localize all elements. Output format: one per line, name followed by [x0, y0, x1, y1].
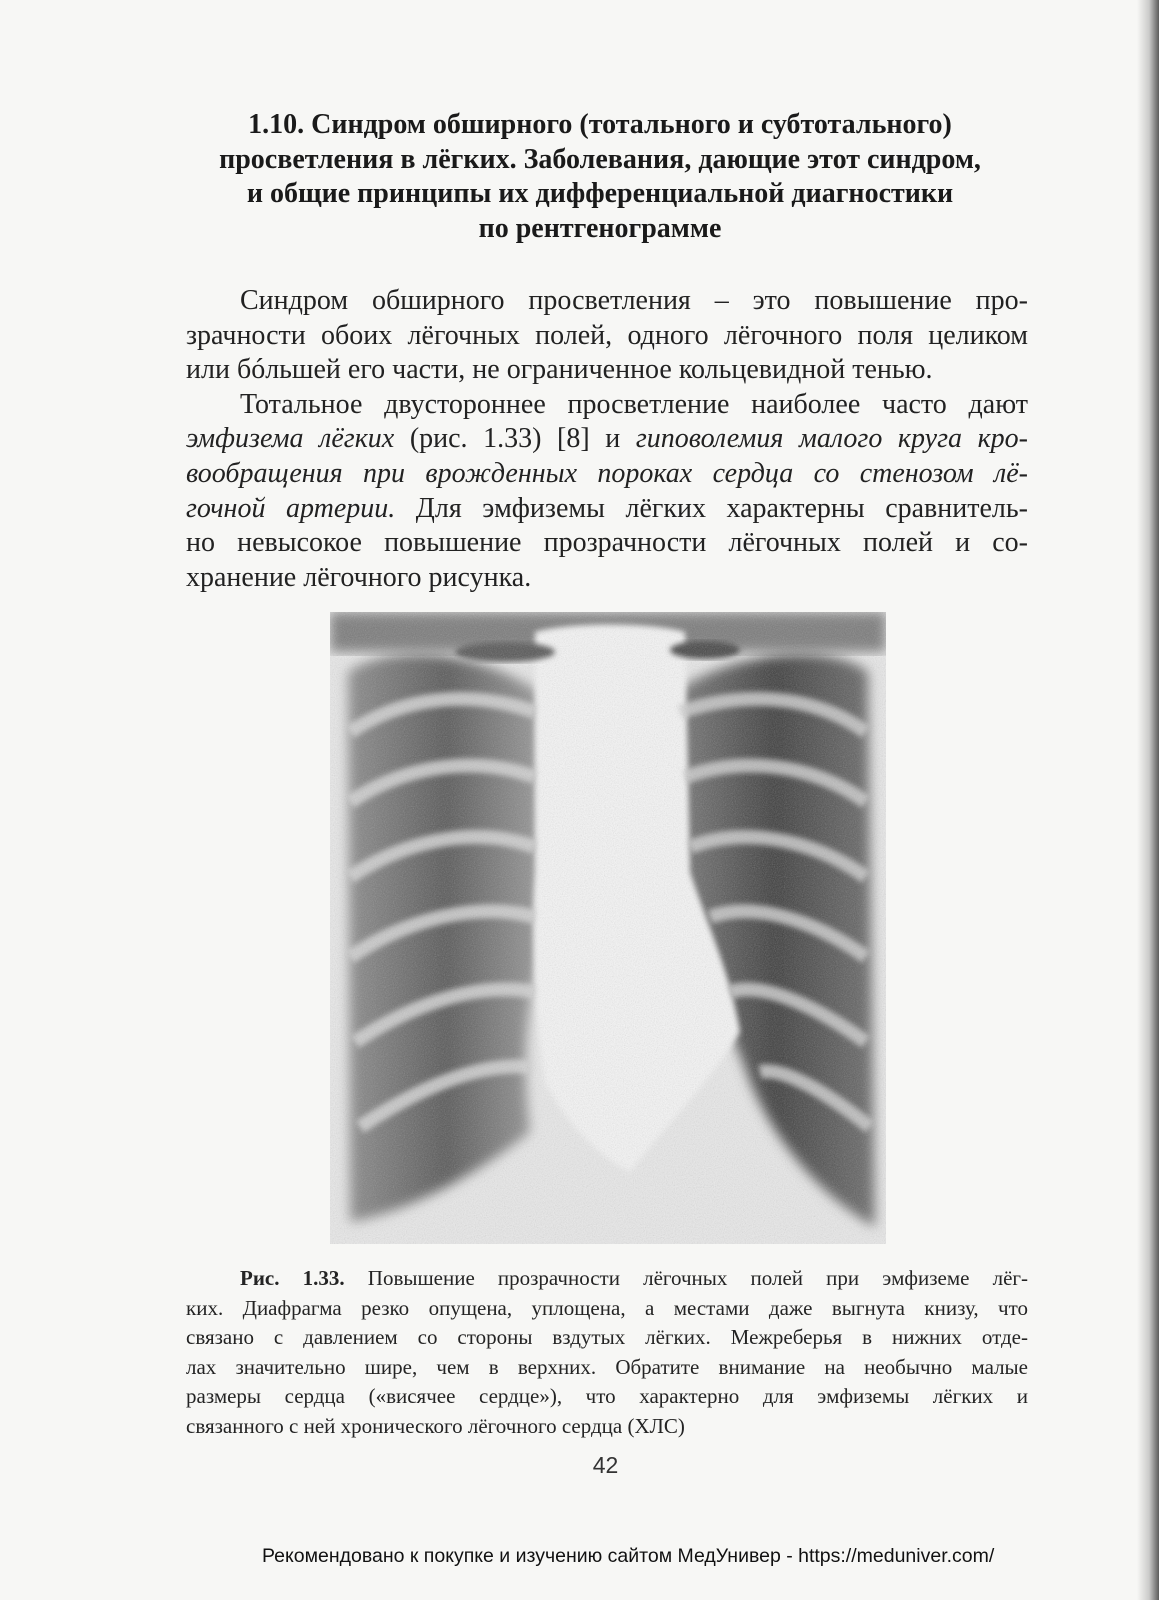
scan-edge-shadow: [1137, 0, 1159, 1600]
paragraph-1-line: Синдром обширного просветления – это повышение про-: [240, 285, 1028, 316]
heading-line: 1.10. Синдром обширного (тотального и субтотального): [248, 109, 952, 140]
page-number: 42: [592, 1452, 619, 1478]
chest-xray-drawing: [330, 612, 886, 1244]
figure-caption: [186, 1264, 1028, 1441]
chest-xray-image: [330, 612, 886, 1244]
caption-line: связано с давлением со стороны вздутых лёгких. Межреберья в нижних отде-: [186, 1325, 1028, 1349]
caption-line: [186, 1264, 1028, 1294]
paragraph-2-line: хранение лёгочного рисунка.: [186, 561, 532, 593]
caption-line: связанного с ней хронического лёгочного сердца (ХЛС): [186, 1413, 685, 1438]
paragraph-2-line: [186, 422, 1028, 457]
section-heading: [170, 108, 1030, 246]
caption-line: размеры сердца («висячее сердце»), что характерно для эмфиземы лёгких и: [186, 1384, 1028, 1408]
text-run: Для эмфиземы лёгких характерны сравнитель-: [395, 492, 1028, 524]
text-run: (рис. 1.33) [8] и: [394, 423, 636, 455]
italic-term: эмфизема лёгких: [186, 423, 395, 455]
text-run: Повышение прозрачности лёгочных полей при эмфиземе лёг-: [344, 1266, 1028, 1290]
caption-line: ких. Диафрагма резко опущена, уплощена, а местами даже выгнута книзу, что: [186, 1295, 1028, 1320]
paragraph-2-line: Тотальное двустороннее просветление наиболее часто дают: [240, 388, 1028, 420]
paragraph-2-line: [186, 457, 1028, 492]
body-text: [186, 284, 1028, 595]
heading-line: просветления в лёгких. Заболевания, дающие этот синдром,: [219, 143, 981, 175]
heading-line: по рентгенограмме: [478, 212, 722, 244]
caption-line: лах значительно шире, чем в верхних. Обратите внимание на необычно малые: [186, 1354, 1028, 1379]
heading-line: и общие принципы их дифференциальной диагностики: [246, 178, 954, 209]
italic-term: вообращения при врожденных пороках сердца со стенозом лё-: [186, 457, 1028, 489]
paragraph-2-line: [186, 492, 1028, 527]
caption-label: Рис. 1.33.: [240, 1266, 345, 1290]
italic-term: гочной артерии.: [186, 492, 396, 524]
footer-recommendation: Рекомендовано к покупке и изучению сайтом МедУнивер - https://meduniver.com/: [262, 1545, 995, 1567]
paragraph-2-line: но невысокое повышение прозрачности лёгочных полей и со-: [186, 527, 1028, 559]
italic-term: гиповолемия малого круга кро-: [635, 423, 1028, 455]
paragraph-1-line: или бóльшей его части, не ограниченное кольцевидной тенью.: [186, 354, 933, 386]
paragraph-1-line: зрачности обоих лёгочных полей, одного лёгочного поля целиком: [186, 319, 1028, 351]
